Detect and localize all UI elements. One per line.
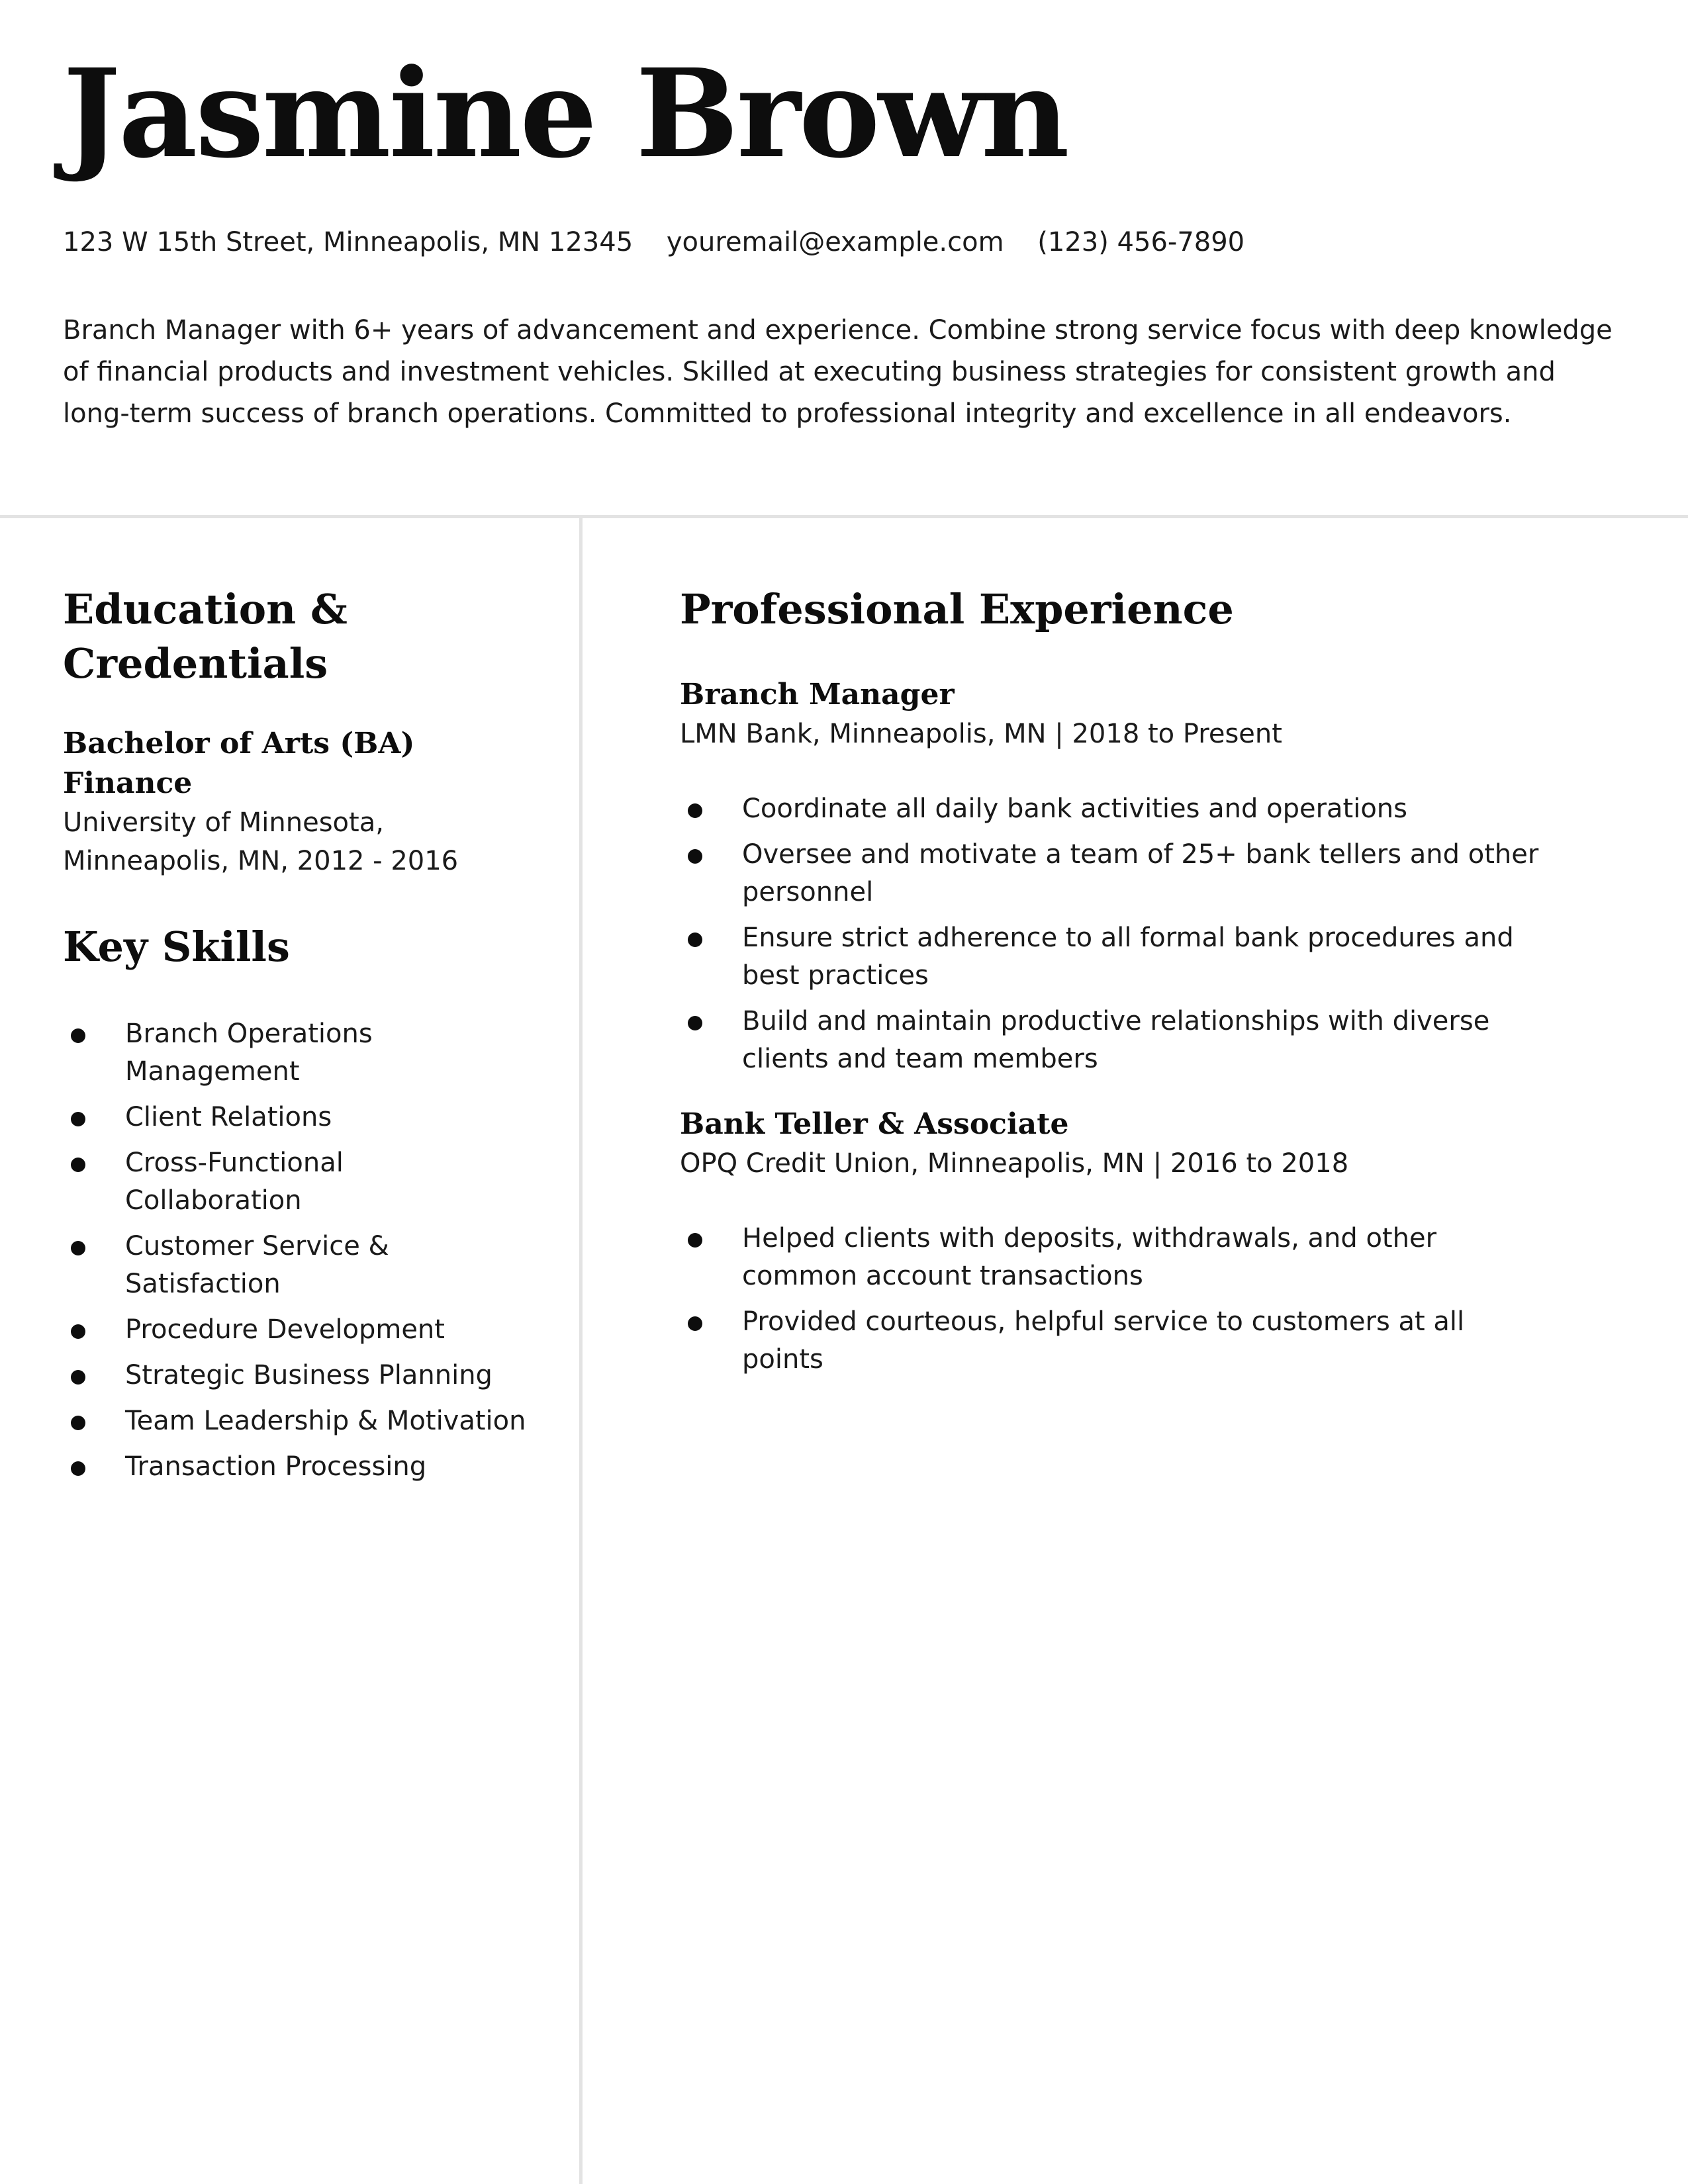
school-line-2: Minneapolis, MN, 2012 - 2016 xyxy=(63,846,459,876)
skills-heading: Key Skills xyxy=(63,923,290,971)
skill-item: Branch Operations Management xyxy=(63,1015,553,1091)
bullet-dot xyxy=(71,1112,85,1126)
bullet-dot xyxy=(688,1016,702,1030)
candidate-name: Jasmine Brown xyxy=(63,42,1068,185)
school-line-1: University of Minnesota, xyxy=(63,807,384,838)
job-bullet: Helped clients with deposits, withdrawals, and other common account transactions xyxy=(680,1220,1540,1295)
job-bullets xyxy=(680,1220,1540,1379)
email-text: youremail@example.com xyxy=(666,227,1004,257)
vertical-divider xyxy=(579,518,583,2184)
bullet-dot xyxy=(688,933,702,947)
bullet-dot xyxy=(71,1461,85,1476)
skill-item: Procedure Development xyxy=(63,1311,553,1349)
professional-summary: Branch Manager with 6+ years of advancement and experience. Combine strong service focus with deep knowledge of financial products and investment vehicles. Skilled at executing business strategies for consistent growth and long-term success of branch operations. Committed to professional integrity and excellence in all endeavors. xyxy=(63,315,1613,429)
job-bullet: Oversee and motivate a team of 25+ bank tellers and other personnel xyxy=(680,836,1540,911)
bullet-dot xyxy=(688,1233,702,1248)
skill-item: Customer Service & Satisfaction xyxy=(63,1228,553,1303)
phone-text: (123) 456-7890 xyxy=(1037,227,1245,257)
job-company-line: OPQ Credit Union, Minneapolis, MN | 2016 to 2018 xyxy=(680,1148,1349,1179)
bullet-dot xyxy=(688,803,702,818)
bullet-dot xyxy=(688,849,702,864)
job-title: Bank Teller & Associate xyxy=(680,1107,1069,1141)
bullet-dot xyxy=(71,1158,85,1172)
resume-header xyxy=(63,42,1625,429)
bullet-dot xyxy=(71,1324,85,1339)
job-title: Branch Manager xyxy=(680,678,955,711)
bullet-dot xyxy=(71,1028,85,1043)
skill-item: Transaction Processing xyxy=(63,1448,553,1486)
job-bullets xyxy=(680,790,1540,1078)
job-bullet: Provided courteous, helpful service to customers at all points xyxy=(680,1303,1540,1379)
skills-list xyxy=(63,1015,553,1486)
job-company-line: LMN Bank, Minneapolis, MN | 2018 to Present xyxy=(680,719,1282,749)
bullet-dot xyxy=(71,1370,85,1385)
job-bullet: Coordinate all daily bank activities and operations xyxy=(680,790,1540,828)
bullet-dot xyxy=(688,1316,702,1331)
job-bullet: Build and maintain productive relationships with diverse clients and team members xyxy=(680,1003,1540,1078)
right-column xyxy=(680,582,1620,1387)
job-bullet: Ensure strict adherence to all formal bank procedures and best practices xyxy=(680,919,1540,995)
bullet-dot xyxy=(71,1416,85,1430)
skill-item: Team Leadership & Motivation xyxy=(63,1402,553,1440)
skill-item: Client Relations xyxy=(63,1099,553,1136)
skill-item: Strategic Business Planning xyxy=(63,1357,553,1394)
education-heading: Education & Credentials xyxy=(63,585,348,688)
address-text: 123 W 15th Street, Minneapolis, MN 12345 xyxy=(63,227,633,257)
horizontal-divider xyxy=(0,515,1688,518)
left-column xyxy=(63,582,553,1494)
skill-item: Cross-Functional Collaboration xyxy=(63,1144,553,1220)
experience-heading: Professional Experience xyxy=(680,585,1234,633)
contact-line xyxy=(63,226,1270,258)
bullet-dot xyxy=(71,1241,85,1255)
degree-title: Bachelor of Arts (BA) Finance xyxy=(63,727,415,800)
